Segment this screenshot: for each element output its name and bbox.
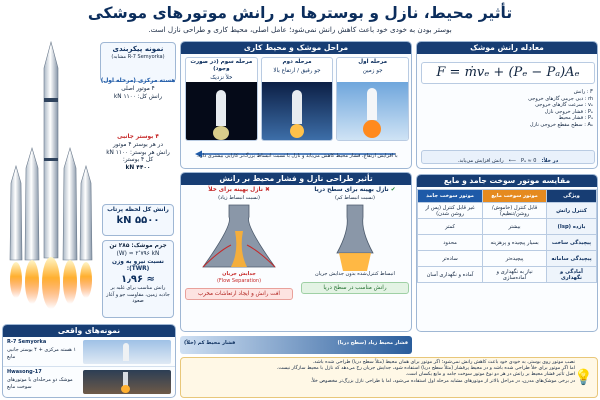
stages-title: مراحل موشک و محیط کاری	[181, 42, 411, 54]
table-row	[418, 267, 597, 283]
real-example-name: R-7 Semyorka	[7, 339, 47, 345]
table-row	[418, 235, 597, 251]
thrust-legend-item: Pₐ : فشار محیط	[558, 115, 593, 121]
table-cell: ساده‌تر	[418, 251, 483, 267]
liftoff-thrust-value: ۵۵۰۰ kN	[116, 214, 160, 226]
core-stage-title: هسته مرکزی (مرحله اول)	[100, 78, 176, 84]
note-item: اصل تأثیر فشار محیط بر رانش در هر دو نوع موتور سوخت جامد و مایع یکسان است.	[405, 372, 575, 378]
real-example-item	[3, 337, 175, 367]
note-item: اما اگر موتور برای خلأ طراحی شده باشد و در محیط پرفشار (مثلاً سطح دریا) استفاده شود، جدایش جریان رخ می‌دهد که نازل با محیط سازگار نیست.	[276, 366, 575, 372]
table-cell: آمادگی و نگهداری	[547, 267, 597, 283]
rocket-weight: (W) ≈ ۲٬۷۹۶ kN	[116, 250, 160, 257]
vacuum-note-result: رانش افزایش می‌یابد.	[457, 158, 504, 164]
example-config-card	[100, 42, 176, 82]
bad-mark-icon: ✖	[264, 187, 270, 193]
real-example-item	[3, 367, 175, 397]
core-stage-info	[100, 78, 176, 101]
liftoff-thrust-card	[102, 204, 174, 236]
table-cell: پیچیدگی سامانه	[547, 251, 597, 267]
booster-title: ۴ بوستر جانبی	[117, 134, 159, 140]
vacuum-nozzle-badge: افت رانش و ایجاد ارتعاشات مخرب	[185, 288, 293, 300]
booster-line3: کل ۴ بوستر:	[122, 157, 154, 164]
rocket-illustration	[2, 38, 100, 320]
sealevel-nozzle-graphic	[301, 201, 409, 271]
real-examples-title: نمونه‌های واقعی	[3, 325, 175, 337]
engine-comparison-panel	[416, 174, 598, 332]
pressure-high-label: فشار محیط زیاد (سطح دریا)	[337, 340, 408, 346]
real-example-photo	[83, 370, 171, 394]
stage-name: مرحله سوم (در صورت وجود)	[190, 59, 253, 72]
page-title: تأثیر محیط، نازل و بوسترها بر رانش موتورهای موشکی	[87, 4, 513, 22]
pressure-low-label: فشار محیط کم (خلأ)	[184, 340, 236, 346]
stage-name: مرحله دوم	[282, 59, 312, 65]
booster-info	[100, 134, 176, 173]
stage-env: جو رقیق / ارتفاع بالا	[273, 67, 321, 74]
table-header-row	[418, 190, 597, 203]
thrust-legend	[423, 89, 593, 128]
vacuum-note-eq: Pₐ ≈ 0	[520, 158, 537, 164]
pressure-bar	[180, 336, 412, 354]
real-example-desc: ۱ هسته مرکزی + ۴ بوستر جانبی مایع	[7, 347, 76, 360]
sealevel-nozzle-label: انبساط کنترل‌شده بدون جدایش جریان	[315, 271, 395, 278]
vacuum-nozzle-graphic	[185, 201, 293, 271]
thrust-legend-item: vₑ : سرعت گازهای خروجی	[535, 102, 593, 108]
thrust-equation-title: معادله رانش موشک	[417, 42, 597, 54]
stage-name: مرحله اول	[358, 59, 388, 65]
stages-caption: با افزایش ارتفاع، فشار محیط کاهش می‌یابد و نازل با نسبت انبساط بزرگ‌تر کارایی بیشتری دارد.	[196, 153, 398, 159]
real-example-name: Hwasong-17	[7, 369, 42, 375]
table-row	[418, 251, 597, 267]
vacuum-note-arrow: ⟵	[508, 158, 516, 164]
table-cell: کمتر	[418, 219, 483, 235]
thrust-equation-panel	[416, 41, 598, 169]
stage-env: خلأ نزدیک	[210, 74, 233, 81]
nozzle-panel	[180, 172, 412, 332]
twr-value: ≈ ۱٫۹۶	[121, 274, 155, 286]
notes-box	[180, 357, 598, 398]
table-cell: آماده و نگهداری آسان	[418, 267, 483, 283]
table-header: موتور سوخت مایع	[483, 190, 547, 203]
vacuum-nozzle-title: نازل بهینه برای خلأ	[208, 187, 263, 193]
table-cell: غیر قابل کنترل (پس از روشن شدن)	[418, 203, 483, 219]
comparison-table	[417, 189, 597, 283]
table-row	[418, 203, 597, 219]
mass-twr-card	[102, 240, 174, 318]
thrust-formula: F = ṁvₑ + (Pₑ − Pₐ)Aₑ	[421, 62, 595, 84]
page-subtitle: بوستر بودن به خودی خود باعث کاهش رانش نمی‌شود؛ عامل اصلی، محیط کاری و طراحی نازل است.	[148, 25, 452, 34]
vacuum-note-prefix: در خلأ:	[541, 158, 559, 164]
stage-cell	[185, 57, 258, 141]
twr-note: رانش مناسب برای غلبه بر جاذبه زمین، مقاومت جو و آغاز صعود	[106, 285, 170, 305]
example-config-title: نمونه پیکربندی	[112, 45, 164, 53]
flow-separation-label: جدایش جریان	[222, 271, 256, 278]
good-mark-icon: ✔	[390, 187, 396, 193]
note-item: نصب موتور روی بوستر، به خودی خود باعث کاهش رانش نمی‌شود؛ اگر موتور برای همان محیط (مثلاً سطح دریا) طراحی شده باشد.	[312, 360, 575, 365]
vacuum-nozzle-sub: (نسبت انبساط زیاد)	[218, 194, 260, 201]
flow-separation-label-en: (Flow Separation)	[216, 277, 262, 284]
example-config-sub: (مشابه R-7 Semyorka)	[111, 54, 165, 61]
sealevel-nozzle-side	[301, 187, 409, 331]
twr-label: نسبت نیرو به وزن (TWR):	[112, 258, 164, 273]
table-cell: بسیار پیچیده و پرهزینه	[483, 235, 547, 251]
stages-panel	[180, 41, 412, 169]
booster-line1: در هر بوستر ۴ موتور	[112, 141, 164, 148]
note-item: در برخی موشک‌های مدرن، در مراحل بالاتر از موتورهای مشابه مرحله اول استفاده می‌شود، اما با طراحی نازل بزرگ‌تر مخصوص خلأ.	[310, 378, 575, 384]
thrust-legend-item: Pₑ : فشار خروجی نازل	[544, 108, 593, 115]
vacuum-nozzle-side	[185, 187, 293, 331]
core-stage-line1: ۴ موتور اصلی	[121, 85, 155, 92]
liftoff-thrust-label: رانش کل لحظه پرتاب	[107, 207, 169, 213]
table-cell: محدود	[418, 235, 483, 251]
real-examples-panel	[2, 324, 176, 398]
lightbulb-icon: 💡	[574, 368, 593, 386]
thrust-legend-item: ṁ : دبی جرمی گازهای خروجی	[528, 95, 593, 102]
thrust-legend-item: F : رانش	[573, 89, 593, 95]
table-cell: پیچیدگی ساخت	[547, 235, 597, 251]
sealevel-nozzle-title: نازل بهینه برای سطح دریا	[314, 187, 389, 193]
thrust-legend-item: Aₑ : سطح مقطع خروجی نازل	[529, 121, 593, 128]
table-row	[418, 219, 597, 235]
table-cell: قابل کنترل (خاموش/روشن/تنظیم)	[483, 203, 547, 219]
sealevel-nozzle-sub: (نسبت انبساط کم)	[335, 194, 375, 201]
comparison-title: مقایسه موتور سوخت جامد و مایع	[417, 175, 597, 187]
table-cell: نیاز به نگهداری و آماده‌سازی	[483, 267, 547, 283]
stage-cell	[336, 57, 409, 141]
altitude-arrow	[195, 143, 399, 151]
real-example-desc: موشک دو مرحله‌ای با موتورهای سوخت مایع	[7, 377, 73, 390]
table-cell: کنترل رانش	[547, 203, 597, 219]
table-header: موتور سوخت جامد	[418, 190, 483, 203]
sealevel-nozzle-badge: رانش مناسب در سطح دریا	[301, 282, 409, 294]
table-header: ویژگی	[547, 190, 597, 203]
table-cell: بازده (Isp)	[547, 219, 597, 235]
real-example-photo	[83, 340, 171, 364]
table-cell: بیشتر	[483, 219, 547, 235]
core-stage-line2: رانش کل: ۱۱۰۰ kN	[113, 93, 163, 100]
stage-env: جو زمین	[362, 67, 383, 74]
table-cell: پیچیده‌تر	[483, 251, 547, 267]
booster-line2: رانش هر بوستر: ۱۱۰۰ kN	[106, 149, 170, 156]
stage-cell	[261, 57, 334, 141]
nozzle-title: تأثیر طراحی نازل و فشار محیط بر رانش	[181, 173, 411, 185]
rocket-mass: جرم موشک: ۲۸۵ تن	[109, 243, 167, 249]
vacuum-note	[421, 150, 595, 164]
booster-total: ۴۴۰۰ kN	[125, 165, 151, 172]
